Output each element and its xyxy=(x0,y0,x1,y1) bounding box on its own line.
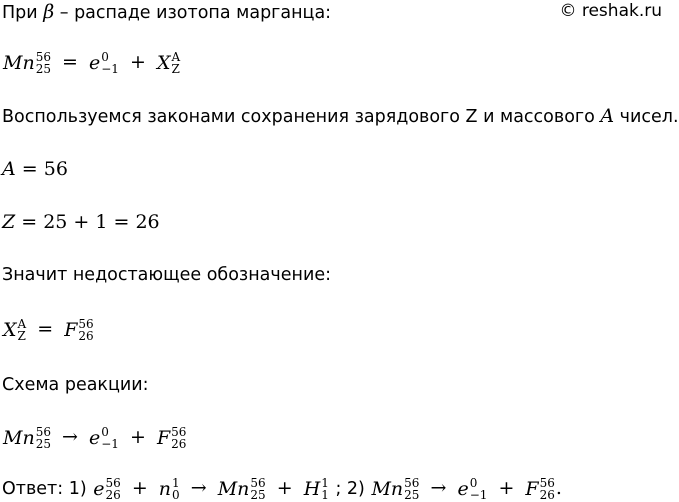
charge-number: −1 xyxy=(101,436,119,451)
mass-number: 56 xyxy=(105,475,121,490)
isotope-indices xyxy=(404,477,419,501)
plus-sign: + xyxy=(498,477,515,499)
intro-text-pre: При xyxy=(2,3,44,23)
isotope-indices xyxy=(321,477,329,501)
arrow-sign: → xyxy=(430,477,447,499)
reaction-scheme-text: Схема реакции: xyxy=(2,375,149,395)
isotope-e xyxy=(93,477,121,502)
mass-number: 56 xyxy=(35,49,51,64)
mass-number: 56 xyxy=(539,475,555,490)
charge-equation xyxy=(2,210,160,234)
mass-number: 56 xyxy=(78,316,94,331)
reaction-scheme-label xyxy=(2,372,149,397)
isotope-h xyxy=(304,477,329,502)
charge-number: 25 xyxy=(404,487,420,502)
mass-number: 56 xyxy=(35,424,51,439)
mass-number: 1 xyxy=(321,475,329,490)
isotope-symbol: Mn xyxy=(371,477,404,500)
isotope-symbol: e xyxy=(89,51,101,74)
mass-number: A xyxy=(17,316,27,331)
isotope-indices xyxy=(172,51,181,75)
charge-number: 26 xyxy=(78,328,94,343)
isotope-symbol: Mn xyxy=(3,51,35,74)
isotope-symbol: Mn xyxy=(217,477,250,500)
isotope-symbol: F xyxy=(64,318,78,341)
charge-number: 26 xyxy=(105,487,121,502)
isotope-mn xyxy=(218,477,266,502)
isotope-indices xyxy=(18,318,27,342)
charge-number: Z xyxy=(17,328,26,343)
isotope-e xyxy=(89,426,119,451)
answer-period: . xyxy=(555,477,562,499)
charge-value: = 25 + 1 = 26 xyxy=(21,211,160,233)
isotope-symbol: H xyxy=(303,477,321,500)
isotope-indices xyxy=(36,51,51,75)
isotope-indices xyxy=(78,318,93,342)
conservation-line xyxy=(2,104,679,129)
equals-sign: = xyxy=(37,318,54,340)
plus-sign: + xyxy=(130,426,146,448)
decay-equation xyxy=(2,50,181,76)
missing-designation-text: Значит недостающее обозначение: xyxy=(2,265,331,285)
isotope-indices xyxy=(540,477,555,501)
isotope-x xyxy=(157,51,180,76)
isotope-symbol: F xyxy=(525,477,539,500)
isotope-symbol: e xyxy=(93,477,105,500)
mass-number: 1 xyxy=(172,475,180,490)
isotope-symbol: e xyxy=(457,477,469,500)
arrow-sign: → xyxy=(190,477,207,499)
conservation-text-pre: Воспользуемся законами сохранения зарядового Z и массового xyxy=(2,107,601,127)
isotope-indices xyxy=(470,477,488,501)
isotope-symbol: n xyxy=(158,477,172,500)
isotope-mn xyxy=(371,477,419,502)
isotope-e xyxy=(89,51,119,76)
mass-value: = 56 xyxy=(21,158,68,180)
charge-number: −1 xyxy=(469,487,488,502)
mass-number: A xyxy=(171,49,181,64)
isotope-indices xyxy=(105,477,120,501)
charge-number: 0 xyxy=(172,487,180,502)
mass-equation xyxy=(2,157,68,181)
isotope-symbol: Mn xyxy=(3,426,35,449)
charge-number: 25 xyxy=(250,487,266,502)
isotope-indices xyxy=(101,426,119,450)
conservation-text-post: чисел. xyxy=(614,107,679,127)
beta-symbol: β xyxy=(43,1,55,23)
mass-number: 0 xyxy=(469,475,478,490)
isotope-symbol: e xyxy=(89,426,101,449)
charge-variable: Z xyxy=(2,211,16,233)
equals-sign: = xyxy=(62,51,78,73)
charge-number: 26 xyxy=(539,487,555,502)
reaction-scheme-equation xyxy=(2,425,187,451)
answer-label: Ответ: 1) xyxy=(2,479,93,499)
mass-number: 0 xyxy=(101,49,109,64)
plus-sign: + xyxy=(131,477,148,499)
answer-separator: ; 2) xyxy=(329,479,371,499)
isotope-mn xyxy=(3,426,51,451)
isotope-indices xyxy=(36,426,51,450)
isotope-x xyxy=(3,318,26,343)
charge-number: −1 xyxy=(101,61,119,76)
charge-number: 25 xyxy=(35,436,51,451)
watermark: © reshak.ru xyxy=(559,1,662,21)
plus-sign: + xyxy=(276,477,293,499)
isotope-f xyxy=(157,426,186,451)
isotope-indices xyxy=(250,477,265,501)
arrow-sign: → xyxy=(62,426,78,448)
isotope-symbol: F xyxy=(156,426,171,449)
designation-equation xyxy=(2,317,95,343)
isotope-indices xyxy=(171,426,186,450)
mass-number: 0 xyxy=(101,424,109,439)
isotope-f xyxy=(64,318,93,343)
isotope-indices xyxy=(101,51,119,75)
charge-number: 25 xyxy=(35,61,51,76)
isotope-e xyxy=(457,477,487,502)
charge-number: 1 xyxy=(321,487,329,502)
mass-number: 56 xyxy=(250,475,266,490)
a-symbol: A xyxy=(600,105,615,127)
charge-number: Z xyxy=(171,61,180,76)
answer-line xyxy=(2,476,562,502)
plus-sign: + xyxy=(130,51,146,73)
isotope-n xyxy=(159,477,180,502)
isotope-symbol: X xyxy=(156,51,171,74)
mass-number: 56 xyxy=(171,424,187,439)
isotope-f xyxy=(525,477,554,502)
isotope-symbol: X xyxy=(3,318,17,341)
mass-number: 56 xyxy=(404,475,420,490)
intro-text-post: – распаде изотопа марганца: xyxy=(54,3,332,23)
missing-designation-line xyxy=(2,262,331,287)
charge-number: 26 xyxy=(171,436,187,451)
intro-line xyxy=(2,0,331,25)
isotope-mn xyxy=(3,51,51,76)
mass-variable: A xyxy=(2,158,16,180)
isotope-indices xyxy=(172,477,180,501)
